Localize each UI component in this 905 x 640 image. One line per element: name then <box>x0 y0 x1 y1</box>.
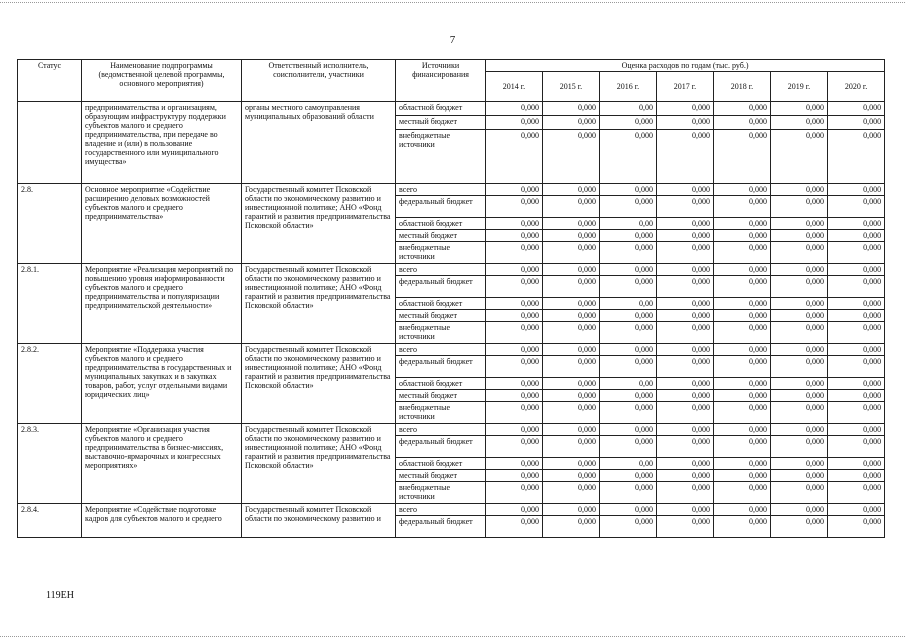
value-cell: 0,000 <box>771 184 828 196</box>
value-cell: 0,000 <box>543 504 600 516</box>
value-cell: 0,000 <box>771 218 828 230</box>
table-row <box>18 264 885 276</box>
value-cell: 0,000 <box>600 516 657 538</box>
value-cell: 0,000 <box>543 322 600 344</box>
value-cell: 0,000 <box>486 276 543 298</box>
value-cell: 0,000 <box>486 218 543 230</box>
value-cell: 0,000 <box>771 356 828 378</box>
source-cell: областной бюджет <box>396 378 486 390</box>
value-cell: 0,000 <box>828 436 885 458</box>
value-cell: 0,000 <box>600 424 657 436</box>
value-cell: 0,000 <box>600 196 657 218</box>
value-cell: 0,000 <box>714 504 771 516</box>
status-cell: 2.8.2. <box>18 344 82 424</box>
value-cell: 0,000 <box>486 322 543 344</box>
value-cell: 0,000 <box>600 230 657 242</box>
value-cell: 0,000 <box>771 470 828 482</box>
value-cell: 0,000 <box>714 402 771 424</box>
value-cell: 0,000 <box>828 242 885 264</box>
value-cell: 0,000 <box>543 436 600 458</box>
source-cell: местный бюджет <box>396 116 486 130</box>
source-cell: внебюджетные источники <box>396 402 486 424</box>
value-cell: 0,000 <box>771 116 828 130</box>
value-cell: 0,00 <box>600 218 657 230</box>
value-cell: 0,000 <box>486 242 543 264</box>
value-cell: 0,000 <box>828 458 885 470</box>
value-cell: 0,000 <box>714 310 771 322</box>
value-cell: 0,000 <box>771 504 828 516</box>
value-cell: 0,000 <box>486 458 543 470</box>
source-cell: федеральный бюджет <box>396 276 486 298</box>
value-cell: 0,000 <box>543 482 600 504</box>
source-cell: федеральный бюджет <box>396 436 486 458</box>
value-cell: 0,000 <box>828 322 885 344</box>
value-cell: 0,000 <box>543 298 600 310</box>
value-cell: 0,000 <box>828 344 885 356</box>
header-year: 2018 г. <box>714 72 771 102</box>
value-cell: 0,000 <box>714 378 771 390</box>
header-year: 2016 г. <box>600 72 657 102</box>
name-cell: Мероприятие «Поддержка участия субъектов малого и среднего предпринимательства в государственных и муниципальных закупках и в закупках товаров, работ, услуг отдельными видами юридических лиц» <box>82 344 242 424</box>
value-cell: 0,000 <box>828 378 885 390</box>
value-cell: 0,000 <box>600 482 657 504</box>
header-status: Статус <box>18 60 82 102</box>
value-cell: 0,000 <box>771 196 828 218</box>
value-cell: 0,000 <box>828 184 885 196</box>
value-cell: 0,000 <box>657 264 714 276</box>
value-cell: 0,000 <box>771 242 828 264</box>
value-cell: 0,000 <box>600 504 657 516</box>
value-cell: 0,000 <box>828 470 885 482</box>
value-cell: 0,000 <box>657 218 714 230</box>
value-cell: 0,000 <box>771 130 828 184</box>
value-cell: 0,00 <box>600 458 657 470</box>
source-cell: федеральный бюджет <box>396 516 486 538</box>
budget-table <box>17 59 885 538</box>
value-cell: 0,000 <box>828 424 885 436</box>
value-cell: 0,000 <box>657 310 714 322</box>
page-number: 7 <box>449 34 456 46</box>
header-year: 2020 г. <box>828 72 885 102</box>
value-cell: 0,000 <box>828 230 885 242</box>
value-cell: 0,000 <box>600 116 657 130</box>
status-cell: 2.8. <box>18 184 82 264</box>
value-cell: 0,000 <box>714 356 771 378</box>
source-cell: областной бюджет <box>396 458 486 470</box>
value-cell: 0,000 <box>486 482 543 504</box>
value-cell: 0,000 <box>600 264 657 276</box>
value-cell: 0,000 <box>486 298 543 310</box>
value-cell: 0,000 <box>600 310 657 322</box>
value-cell: 0,000 <box>657 504 714 516</box>
value-cell: 0,000 <box>657 116 714 130</box>
value-cell: 0,000 <box>657 242 714 264</box>
value-cell: 0,000 <box>828 390 885 402</box>
value-cell: 0,000 <box>657 184 714 196</box>
value-cell: 0,000 <box>486 264 543 276</box>
status-cell <box>18 102 82 184</box>
value-cell: 0,000 <box>657 356 714 378</box>
header-sources: Источники финансирования <box>396 60 486 102</box>
value-cell: 0,000 <box>600 356 657 378</box>
value-cell: 0,000 <box>543 230 600 242</box>
source-cell: областной бюджет <box>396 102 486 116</box>
source-cell: всего <box>396 184 486 196</box>
table-row <box>18 504 885 516</box>
value-cell: 0,000 <box>828 356 885 378</box>
source-cell: местный бюджет <box>396 310 486 322</box>
status-cell: 2.8.3. <box>18 424 82 504</box>
value-cell: 0,000 <box>657 102 714 116</box>
value-cell: 0,000 <box>486 230 543 242</box>
value-cell: 0,000 <box>543 184 600 196</box>
value-cell: 0,000 <box>486 130 543 184</box>
header-name: Наименование подпрограммы (ведомственной целевой программы, основного мероприятия) <box>82 60 242 102</box>
value-cell: 0,000 <box>600 390 657 402</box>
value-cell: 0,000 <box>600 344 657 356</box>
value-cell: 0,000 <box>714 470 771 482</box>
value-cell: 0,00 <box>600 378 657 390</box>
value-cell: 0,000 <box>543 130 600 184</box>
value-cell: 0,000 <box>657 458 714 470</box>
name-cell: Основное мероприятие «Содействие расширению деловых возможностей субъектов малого и среднего предпринимательства» <box>82 184 242 264</box>
source-cell: местный бюджет <box>396 470 486 482</box>
value-cell: 0,000 <box>657 196 714 218</box>
value-cell: 0,000 <box>543 276 600 298</box>
value-cell: 0,000 <box>771 310 828 322</box>
header-estimate: Оценка расходов по годам (тыс. руб.) <box>486 60 885 72</box>
header-year: 2014 г. <box>486 72 543 102</box>
value-cell: 0,000 <box>543 458 600 470</box>
source-cell: всего <box>396 344 486 356</box>
value-cell: 0,000 <box>600 130 657 184</box>
status-cell: 2.8.1. <box>18 264 82 344</box>
table-row <box>18 344 885 356</box>
value-cell: 0,000 <box>657 230 714 242</box>
value-cell: 0,000 <box>486 436 543 458</box>
value-cell: 0,000 <box>657 378 714 390</box>
value-cell: 0,000 <box>657 470 714 482</box>
value-cell: 0,000 <box>771 264 828 276</box>
value-cell: 0,000 <box>486 116 543 130</box>
value-cell: 0,000 <box>714 116 771 130</box>
value-cell: 0,000 <box>771 378 828 390</box>
value-cell: 0,00 <box>600 102 657 116</box>
value-cell: 0,000 <box>714 344 771 356</box>
value-cell: 0,000 <box>828 504 885 516</box>
value-cell: 0,000 <box>714 390 771 402</box>
value-cell: 0,000 <box>543 424 600 436</box>
value-cell: 0,000 <box>714 264 771 276</box>
value-cell: 0,000 <box>714 482 771 504</box>
value-cell: 0,000 <box>828 310 885 322</box>
value-cell: 0,000 <box>486 402 543 424</box>
value-cell: 0,000 <box>486 196 543 218</box>
value-cell: 0,000 <box>828 298 885 310</box>
value-cell: 0,000 <box>657 298 714 310</box>
value-cell: 0,000 <box>486 390 543 402</box>
value-cell: 0,000 <box>828 130 885 184</box>
value-cell: 0,000 <box>543 344 600 356</box>
source-cell: федеральный бюджет <box>396 356 486 378</box>
value-cell: 0,000 <box>657 130 714 184</box>
source-cell: местный бюджет <box>396 390 486 402</box>
header-executor: Ответственный исполнитель, соисполнители, участники <box>242 60 396 102</box>
value-cell: 0,000 <box>600 184 657 196</box>
value-cell: 0,000 <box>657 482 714 504</box>
source-cell: всего <box>396 504 486 516</box>
header-year: 2015 г. <box>543 72 600 102</box>
source-cell: внебюджетные источники <box>396 130 486 184</box>
value-cell: 0,000 <box>543 218 600 230</box>
value-cell: 0,000 <box>657 276 714 298</box>
source-cell: областной бюджет <box>396 218 486 230</box>
executor-cell: Государственный комитет Псковской области по экономическому развитию и инвестиционной политике; АНО «Фонд гарантий и развития предпринимательства Псковской области» <box>242 344 396 424</box>
value-cell: 0,000 <box>771 298 828 310</box>
source-cell: всего <box>396 424 486 436</box>
source-cell: областной бюджет <box>396 298 486 310</box>
table-row <box>18 184 885 196</box>
executor-cell: Государственный комитет Псковской области по экономическому развитию и инвестиционной политике; АНО «Фонд гарантий и развития предпринимательства Псковской области» <box>242 424 396 504</box>
value-cell: 0,000 <box>486 102 543 116</box>
value-cell: 0,000 <box>543 470 600 482</box>
value-cell: 0,000 <box>828 116 885 130</box>
executor-cell: Государственный комитет Псковской области по экономическому развитию и инвестиционной политике; АНО «Фонд гарантий и развития предпринимательства Псковской области» <box>242 184 396 264</box>
value-cell: 0,000 <box>714 436 771 458</box>
value-cell: 0,000 <box>543 196 600 218</box>
value-cell: 0,000 <box>714 516 771 538</box>
header-year: 2019 г. <box>771 72 828 102</box>
value-cell: 0,000 <box>657 402 714 424</box>
table-row <box>18 424 885 436</box>
value-cell: 0,000 <box>828 264 885 276</box>
executor-cell: Государственный комитет Псковской области по экономическому развитию и <box>242 504 396 538</box>
source-cell: местный бюджет <box>396 230 486 242</box>
value-cell: 0,000 <box>600 436 657 458</box>
value-cell: 0,000 <box>714 458 771 470</box>
value-cell: 0,000 <box>657 390 714 402</box>
table-row <box>18 102 885 116</box>
value-cell: 0,000 <box>771 402 828 424</box>
value-cell: 0,00 <box>600 298 657 310</box>
value-cell: 0,000 <box>543 264 600 276</box>
value-cell: 0,000 <box>543 242 600 264</box>
executor-cell: Государственный комитет Псковской области по экономическому развитию и инвестиционной политике; АНО «Фонд гарантий и развития предпринимательства Псковской области» <box>242 264 396 344</box>
status-cell: 2.8.4. <box>18 504 82 538</box>
value-cell: 0,000 <box>771 390 828 402</box>
value-cell: 0,000 <box>771 516 828 538</box>
value-cell: 0,000 <box>828 102 885 116</box>
value-cell: 0,000 <box>543 356 600 378</box>
value-cell: 0,000 <box>657 516 714 538</box>
value-cell: 0,000 <box>771 276 828 298</box>
value-cell: 0,000 <box>543 102 600 116</box>
value-cell: 0,000 <box>543 310 600 322</box>
value-cell: 0,000 <box>543 378 600 390</box>
value-cell: 0,000 <box>828 196 885 218</box>
value-cell: 0,000 <box>828 516 885 538</box>
source-cell: внебюджетные источники <box>396 242 486 264</box>
value-cell: 0,000 <box>771 482 828 504</box>
name-cell: предпринимательства и организациям, образующим инфраструктуру поддержки субъектов малого и среднего предпринимательства, при передаче во владение и (или) в пользование государственного или муниципального имущества» <box>82 102 242 184</box>
value-cell: 0,000 <box>600 276 657 298</box>
value-cell: 0,000 <box>486 504 543 516</box>
value-cell: 0,000 <box>600 322 657 344</box>
value-cell: 0,000 <box>714 230 771 242</box>
value-cell: 0,000 <box>543 390 600 402</box>
source-cell: внебюджетные источники <box>396 322 486 344</box>
value-cell: 0,000 <box>714 298 771 310</box>
value-cell: 0,000 <box>771 344 828 356</box>
name-cell: Мероприятие «Организация участия субъектов малого и среднего предпринимательства в бизнес-миссиях, выставочно-ярмарочных и конгрессных мероприятиях» <box>82 424 242 504</box>
value-cell: 0,000 <box>714 242 771 264</box>
executor-cell: органы местного самоуправления муниципальных образований области <box>242 102 396 184</box>
footer-code: 119ЕН <box>46 590 74 601</box>
value-cell: 0,000 <box>714 218 771 230</box>
value-cell: 0,000 <box>486 184 543 196</box>
value-cell: 0,000 <box>657 424 714 436</box>
value-cell: 0,000 <box>486 344 543 356</box>
value-cell: 0,000 <box>828 276 885 298</box>
name-cell: Мероприятие «Реализация мероприятий по повышению уровня информированности субъектов малого и среднего предпринимательства и популяризации предпринимательской деятельности» <box>82 264 242 344</box>
value-cell: 0,000 <box>771 424 828 436</box>
value-cell: 0,000 <box>486 310 543 322</box>
value-cell: 0,000 <box>771 458 828 470</box>
value-cell: 0,000 <box>771 436 828 458</box>
source-cell: федеральный бюджет <box>396 196 486 218</box>
value-cell: 0,000 <box>714 322 771 344</box>
value-cell: 0,000 <box>771 322 828 344</box>
value-cell: 0,000 <box>714 130 771 184</box>
value-cell: 0,000 <box>714 184 771 196</box>
value-cell: 0,000 <box>600 242 657 264</box>
value-cell: 0,000 <box>543 402 600 424</box>
value-cell: 0,000 <box>714 102 771 116</box>
value-cell: 0,000 <box>771 230 828 242</box>
header-year: 2017 г. <box>657 72 714 102</box>
value-cell: 0,000 <box>828 402 885 424</box>
value-cell: 0,000 <box>828 482 885 504</box>
value-cell: 0,000 <box>714 424 771 436</box>
value-cell: 0,000 <box>714 276 771 298</box>
value-cell: 0,000 <box>714 196 771 218</box>
value-cell: 0,000 <box>543 116 600 130</box>
value-cell: 0,000 <box>771 102 828 116</box>
source-cell: внебюджетные источники <box>396 482 486 504</box>
value-cell: 0,000 <box>486 424 543 436</box>
value-cell: 0,000 <box>657 436 714 458</box>
value-cell: 0,000 <box>486 378 543 390</box>
value-cell: 0,000 <box>486 356 543 378</box>
name-cell: Мероприятие «Содействие подготовке кадров для субъектов малого и среднего <box>82 504 242 538</box>
value-cell: 0,000 <box>600 470 657 482</box>
value-cell: 0,000 <box>657 344 714 356</box>
value-cell: 0,000 <box>657 322 714 344</box>
value-cell: 0,000 <box>486 516 543 538</box>
value-cell: 0,000 <box>543 516 600 538</box>
value-cell: 0,000 <box>486 470 543 482</box>
source-cell: всего <box>396 264 486 276</box>
value-cell: 0,000 <box>828 218 885 230</box>
value-cell: 0,000 <box>600 402 657 424</box>
